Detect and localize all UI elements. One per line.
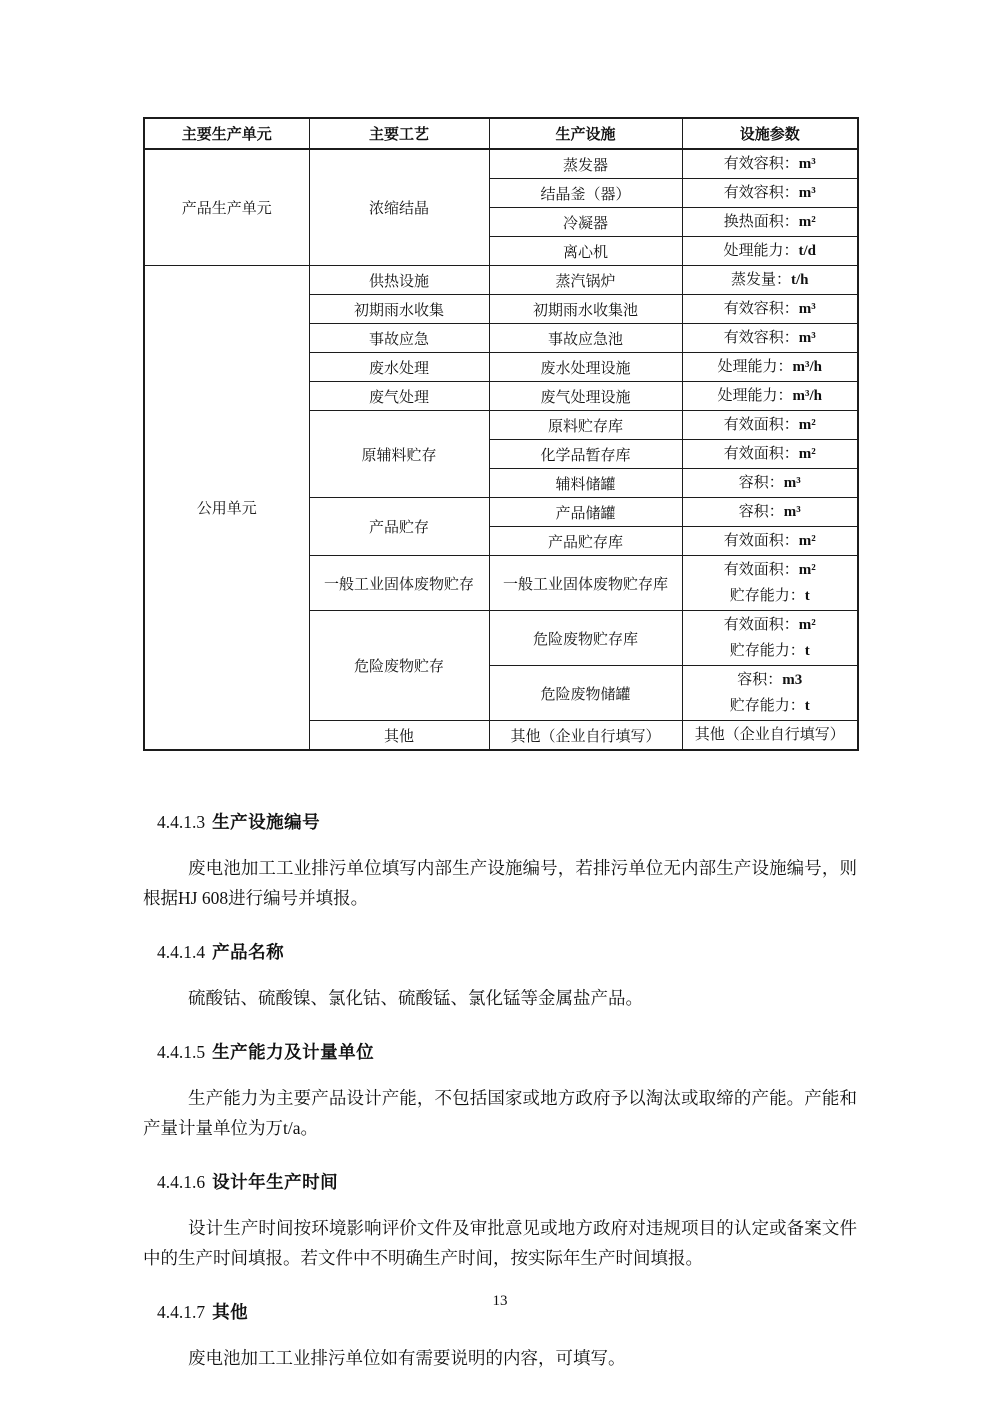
facility-cell: 原料贮存库 bbox=[489, 411, 682, 440]
process-cell: 废水处理 bbox=[309, 353, 489, 382]
param-line: 有效容积：m³ bbox=[723, 330, 816, 346]
param-cell bbox=[682, 266, 858, 295]
column-header-parameter: 设施参数 bbox=[682, 118, 858, 149]
document-body bbox=[143, 811, 857, 1373]
param-unit: m² bbox=[798, 617, 816, 633]
param-line: 处理能力：m³/h bbox=[717, 359, 823, 375]
table-row bbox=[144, 266, 858, 295]
param-unit: m² bbox=[798, 417, 816, 433]
param-cell bbox=[682, 237, 858, 266]
param-line: 有效面积：m² bbox=[723, 617, 816, 633]
section-paragraph: 生产能力为主要产品设计产能，不包括国家或地方政府予以淘汰或取缔的产能。产能和产量计量单位为万t/a。 bbox=[143, 1088, 857, 1138]
process-cell: 一般工业固体废物贮存 bbox=[309, 556, 489, 611]
section-number: 4.4.1.3 bbox=[157, 812, 206, 832]
process-cell: 产品贮存 bbox=[309, 498, 489, 556]
facility-table-body bbox=[144, 149, 858, 750]
facility-cell: 冷凝器 bbox=[489, 208, 682, 237]
param-line: 有效面积：m² bbox=[723, 446, 816, 462]
param-cell bbox=[682, 556, 858, 611]
param-unit: m³/h bbox=[792, 388, 823, 404]
unit-cell: 公用单元 bbox=[144, 266, 309, 751]
section-number: 4.4.1.7 bbox=[157, 1302, 206, 1322]
section-paragraph: 废电池加工工业排污单位如有需要说明的内容，可填写。 bbox=[188, 1348, 626, 1368]
param-cell bbox=[682, 721, 858, 751]
param-unit: m³ bbox=[798, 156, 816, 172]
section-heading-4416 bbox=[143, 1171, 857, 1193]
param-line: 贮存能力：t bbox=[729, 588, 810, 604]
param-cell bbox=[682, 469, 858, 498]
table-header-row bbox=[144, 118, 858, 149]
param-unit: m³ bbox=[798, 185, 816, 201]
param-unit: m³ bbox=[783, 475, 801, 491]
unit-cell: 产品生产单元 bbox=[144, 149, 309, 266]
facility-cell: 辅料储罐 bbox=[489, 469, 682, 498]
process-cell: 事故应急 bbox=[309, 324, 489, 353]
param-line: 换热面积：m² bbox=[723, 214, 816, 230]
param-cell bbox=[682, 149, 858, 179]
param-cell bbox=[682, 208, 858, 237]
table-row bbox=[144, 149, 858, 179]
param-unit: m² bbox=[798, 214, 816, 230]
facility-cell: 危险废物贮存库 bbox=[489, 611, 682, 666]
param-unit: m³ bbox=[798, 330, 816, 346]
facility-cell: 结晶釜（器） bbox=[489, 179, 682, 208]
param-cell bbox=[682, 324, 858, 353]
param-unit: m² bbox=[798, 533, 816, 549]
facility-cell: 化学品暂存库 bbox=[489, 440, 682, 469]
param-unit: m³ bbox=[783, 504, 801, 520]
param-unit: t/d bbox=[798, 243, 817, 259]
param-line: 处理能力：m³/h bbox=[717, 388, 823, 404]
process-cell: 初期雨水收集 bbox=[309, 295, 489, 324]
process-cell: 供热设施 bbox=[309, 266, 489, 295]
param-unit: m³ bbox=[798, 301, 816, 317]
param-cell bbox=[682, 382, 858, 411]
param-cell bbox=[682, 498, 858, 527]
param-cell bbox=[682, 295, 858, 324]
param-unit: m² bbox=[798, 562, 816, 578]
column-header-main-unit: 主要生产单元 bbox=[144, 118, 309, 149]
param-line: 有效容积：m³ bbox=[723, 185, 816, 201]
param-line: 有效面积：m² bbox=[723, 562, 816, 578]
facility-cell: 蒸发器 bbox=[489, 149, 682, 179]
facility-cell: 废水处理设施 bbox=[489, 353, 682, 382]
section-number: 4.4.1.6 bbox=[157, 1172, 206, 1192]
param-line: 有效面积：m² bbox=[723, 533, 816, 549]
param-unit: t/h bbox=[791, 272, 809, 288]
column-header-process: 主要工艺 bbox=[309, 118, 489, 149]
facility-cell: 初期雨水收集池 bbox=[489, 295, 682, 324]
param-line: 有效面积：m² bbox=[723, 417, 816, 433]
section-number: 4.4.1.5 bbox=[157, 1042, 206, 1062]
process-cell: 其他 bbox=[309, 721, 489, 751]
param-line: 有效容积：m³ bbox=[723, 156, 816, 172]
section-title: 生产设施编号 bbox=[212, 812, 321, 832]
param-unit: m³/h bbox=[792, 359, 823, 375]
section-heading-4413 bbox=[143, 811, 857, 833]
facility-cell: 一般工业固体废物贮存库 bbox=[489, 556, 682, 611]
param-unit: m3 bbox=[782, 672, 803, 688]
param-cell bbox=[682, 611, 858, 666]
section-title: 设计年生产时间 bbox=[212, 1172, 339, 1192]
param-line: 贮存能力：t bbox=[729, 698, 810, 714]
facility-cell: 事故应急池 bbox=[489, 324, 682, 353]
param-line: 有效容积：m³ bbox=[723, 301, 816, 317]
param-unit: t bbox=[804, 588, 810, 604]
param-line: 容积：m³ bbox=[738, 475, 801, 491]
param-cell bbox=[682, 666, 858, 721]
param-cell bbox=[682, 411, 858, 440]
param-unit: t bbox=[804, 698, 810, 714]
section-title: 生产能力及计量单位 bbox=[212, 1042, 375, 1062]
section-title: 其他 bbox=[212, 1302, 249, 1322]
section-paragraph: 硫酸钴、硫酸镍、氯化钴、硫酸锰、氯化锰等金属盐产品。 bbox=[188, 988, 643, 1008]
facility-cell: 其他（企业自行填写） bbox=[489, 721, 682, 751]
column-header-facility: 生产设施 bbox=[489, 118, 682, 149]
param-unit: t bbox=[804, 643, 810, 659]
facility-cell: 产品贮存库 bbox=[489, 527, 682, 556]
section-title: 产品名称 bbox=[212, 942, 285, 962]
page-number: 13 bbox=[492, 1293, 508, 1309]
param-line: 贮存能力：t bbox=[729, 643, 810, 659]
param-line: 处理能力：t/d bbox=[723, 243, 817, 259]
section-heading-4415 bbox=[143, 1041, 857, 1063]
production-facility-table bbox=[143, 117, 859, 751]
param-line: 蒸发量：t/h bbox=[730, 272, 809, 288]
param-line: 容积：m³ bbox=[738, 504, 801, 520]
section-paragraph: 设计生产时间按环境影响评价文件及审批意见或地方政府对违规项目的认定或备案文件中的生产时间填报。若文件中不明确生产时间，按实际年生产时间填报。 bbox=[143, 1218, 857, 1268]
param-line: 其他（企业自行填写） bbox=[694, 727, 845, 743]
param-cell bbox=[682, 353, 858, 382]
section-number: 4.4.1.4 bbox=[157, 942, 206, 962]
param-cell bbox=[682, 440, 858, 469]
process-cell: 浓缩结晶 bbox=[309, 149, 489, 266]
param-unit: m² bbox=[798, 446, 816, 462]
section-heading-4414 bbox=[143, 941, 857, 963]
section-paragraph: 废电池加工工业排污单位填写内部生产设施编号，若排污单位无内部生产设施编号，则根据HJ 608进行编号并填报。 bbox=[143, 858, 857, 908]
process-cell: 危险废物贮存 bbox=[309, 611, 489, 721]
facility-cell: 产品储罐 bbox=[489, 498, 682, 527]
process-cell: 原辅料贮存 bbox=[309, 411, 489, 498]
process-cell: 废气处理 bbox=[309, 382, 489, 411]
facility-cell: 蒸汽锅炉 bbox=[489, 266, 682, 295]
facility-cell: 废气处理设施 bbox=[489, 382, 682, 411]
param-cell bbox=[682, 179, 858, 208]
facility-cell: 危险废物储罐 bbox=[489, 666, 682, 721]
param-line: 容积：m3 bbox=[737, 672, 803, 688]
param-cell bbox=[682, 527, 858, 556]
facility-cell: 离心机 bbox=[489, 237, 682, 266]
